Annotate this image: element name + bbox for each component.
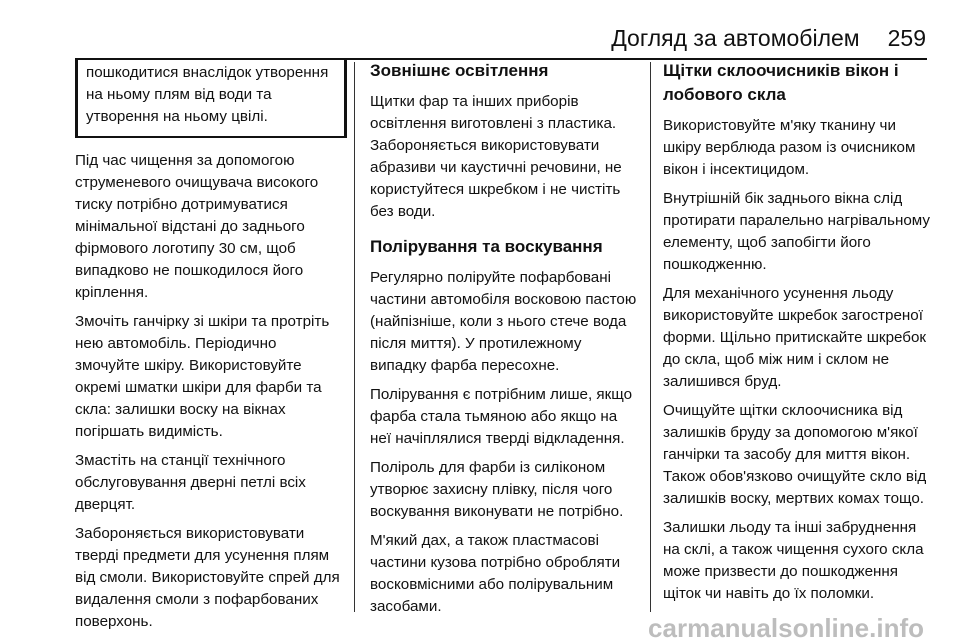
watermark	[0, 614, 940, 642]
watermark-text: carmanualsonline.info	[648, 613, 924, 643]
page-title: Догляд за автомобілем	[611, 25, 860, 51]
warning-text: пошкодитися внаслідок утворення на ньому плям від води та утворення на ньому цвілі.	[86, 64, 329, 125]
paragraph: Використовуйте м'яку тканину чи шкіру верблюда разом із очисником вікон і інсектицидом.	[663, 117, 916, 178]
page-header	[0, 24, 926, 52]
paragraph: Змочіть ганчірку зі шкіри та протріть нею автомобіль. Періодично змочуйте шкіру. Використовуйте окремі шматки шкіри для фарби та скла: залишки воску на вікнах погіршать видимість.	[75, 313, 330, 440]
paragraph: Очищуйте щітки склоочисника від залишків бруду за допомогою м'якої ганчірки та засобу для миття вікон. Також обов'язково очищуйте скло від залишків воску, мертвих комах тощо.	[663, 402, 927, 507]
section-heading-exterior-lights: Зовнішнє освітлення	[370, 61, 549, 80]
paragraph: Змастіть на станції технічного обслуговування дверні петлі всіх дверцят.	[75, 452, 306, 513]
paragraph: Під час чищення за допомогою струменевого очищувача високого тиску потрібно дотримуватися мінімальної відстані до заднього фірмового логотипу 30 см, щоб випадково не пошкодилося його кріплення.	[75, 152, 319, 301]
paragraph: Регулярно поліруйте пофарбовані частини автомобіля восковою пастою (найпізніше, коли з нього стече вода після миття). У протилежному випадку фарба пересохне.	[370, 269, 637, 374]
column-divider-1	[354, 62, 355, 612]
paragraph: Щитки фар та інших приборів освітлення виготовлені з пластика. Забороняється використовувати абразиви чи каустичні речовини, не користуйтеся шкребком і не чистіть без води.	[370, 93, 622, 220]
section-heading-wipers: Щітки склоочисників вікон і лобового скла	[663, 61, 899, 104]
paragraph: Поліроль для фарби із силіконом утворює захисну плівку, після чого воскування виконувати не потрібно.	[370, 459, 624, 520]
page-number: 259	[887, 25, 926, 51]
paragraph: Забороняється використовувати тверді предмети для усунення плям від смоли. Використовуйте спрей для видалення смоли з пофарбованих поверхонь.	[75, 525, 340, 630]
paragraph: Для механічного усунення льоду використовуйте шкребок загостреної форми. Щільно притискайте шкребок до скла, щоб між ним і склом не залишився бруд.	[663, 285, 927, 390]
warning-box	[75, 59, 347, 138]
paragraph: Внутрішній бік заднього вікна слід протирати паралельно нагрівальному елементу, щоб запобігти його пошкодженню.	[663, 190, 930, 273]
paragraph: Полірування є потрібним лише, якщо фарба стала тьмяною або якщо на неї начіплялися тверді відкладення.	[370, 386, 633, 447]
column-3	[663, 59, 931, 612]
paragraph: М'який дах, а також пластмасові частини кузова потрібно обробляти восковмісними або полірувальним засобами.	[370, 532, 621, 615]
column-2	[370, 59, 640, 625]
section-heading-polishing: Полірування та воскування	[370, 237, 603, 256]
column-divider-2	[650, 62, 651, 612]
column-1	[75, 59, 343, 640]
paragraph: Залишки льоду та інші забруднення на склі, а також чищення сухого скла може призвести до пошкодження щіток чи навіть до їх поломки.	[663, 519, 924, 602]
